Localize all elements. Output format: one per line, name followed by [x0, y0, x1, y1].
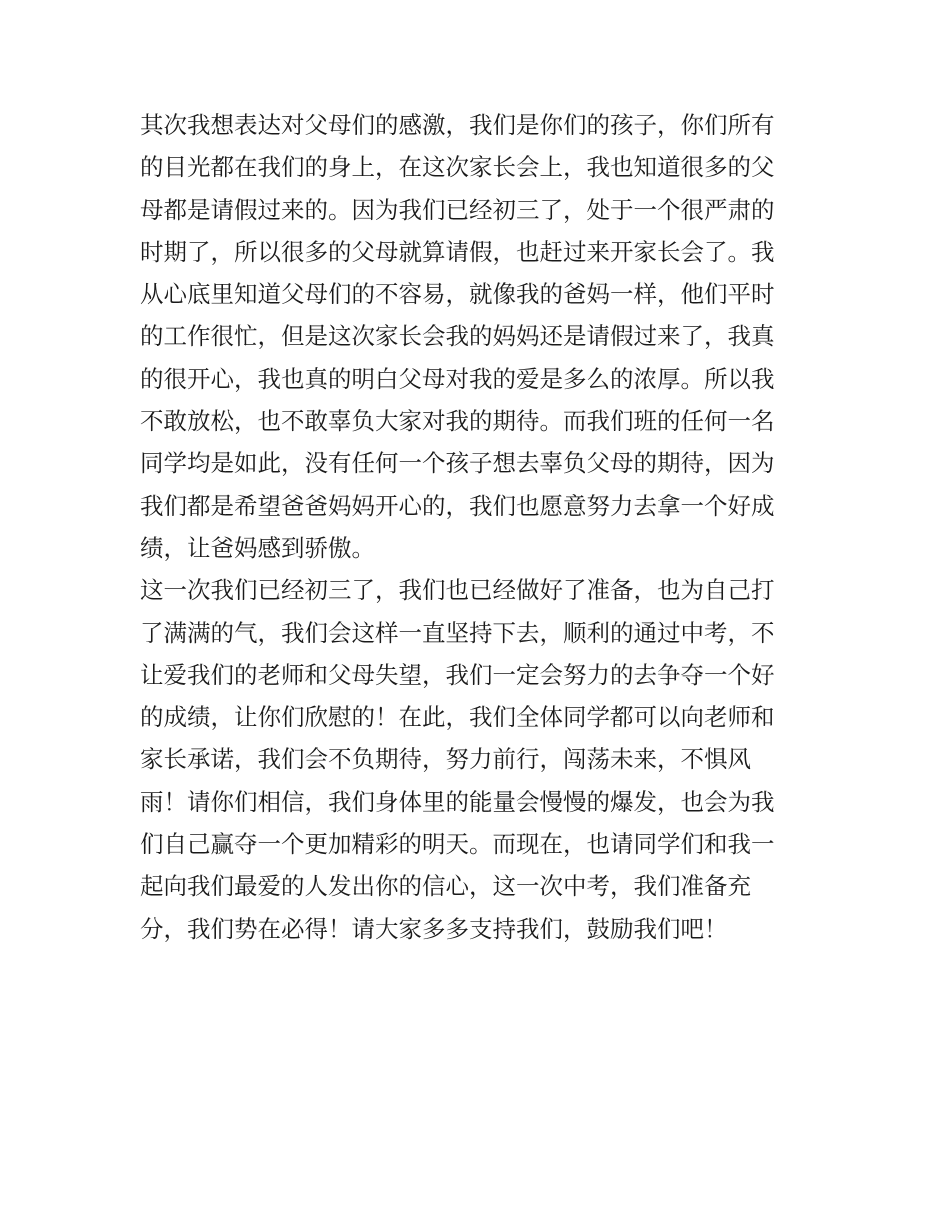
text-line: 了满满的气，我们会这样一直坚持下去，顺利的通过中考，不: [140, 618, 775, 647]
text-line: 我们都是希望爸爸妈妈开心的，我们也愿意努力去拿一个好成: [140, 491, 775, 520]
text-line: 雨！请你们相信，我们身体里的能量会慢慢的爆发，也会为我: [140, 787, 775, 816]
text-line: 家长承诺，我们会不负期待，努力前行，闯荡未来，不惧风: [140, 745, 751, 774]
text-line: 让爱我们的老师和父母失望，我们一定会努力的去争夺一个好: [140, 660, 775, 689]
paragraph-2: [140, 569, 820, 950]
paragraph-1: [140, 104, 820, 569]
text-line: 同学均是如此，没有任何一个孩子想去辜负父母的期待，因为: [140, 449, 775, 478]
text-line: 们自己赢夺一个更加精彩的明天。而现在，也请同学们和我一: [140, 830, 775, 859]
text-line: 这一次我们已经初三了，我们也已经做好了准备，也为自己打: [140, 576, 775, 605]
text-line: 的成绩，让你们欣慰的！在此，我们全体同学都可以向老师和: [140, 703, 775, 732]
text-line: 的目光都在我们的身上，在这次家长会上，我也知道很多的父: [140, 153, 775, 182]
text-line: 绩，让爸妈感到骄傲。: [140, 533, 375, 562]
text-line: 从心底里知道父母们的不容易，就像我的爸妈一样，他们平时: [140, 280, 775, 309]
text-line: 母都是请假过来的。因为我们已经初三了，处于一个很严肃的: [140, 195, 775, 224]
text-line: 不敢放松，也不敢辜负大家对我的期待。而我们班的任何一名: [140, 407, 775, 436]
text-line: 分，我们势在必得！请大家多多支持我们，鼓励我们吧！: [140, 914, 728, 943]
text-line: 的很开心，我也真的明白父母对我的爱是多么的浓厚。所以我: [140, 364, 775, 393]
text-line: 起向我们最爱的人发出你的信心，这一次中考，我们准备充: [140, 872, 751, 901]
text-line: 时期了，所以很多的父母就算请假，也赶过来开家长会了。我: [140, 237, 775, 266]
body-text: [140, 104, 820, 950]
text-line: 的工作很忙，但是这次家长会我的妈妈还是请假过来了，我真: [140, 322, 775, 351]
text-line: 其次我想表达对父母们的感激，我们是你们的孩子，你们所有: [140, 111, 775, 139]
